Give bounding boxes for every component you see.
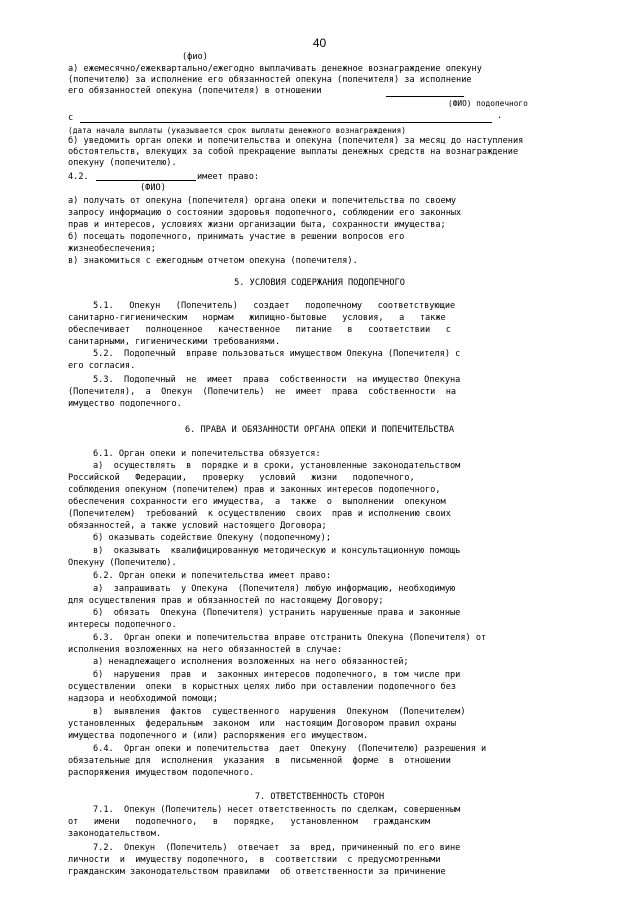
para-6-line22: в) выявления фактов существенного нарушения Опекуном (Попечителем): [93, 707, 466, 717]
para-51-line4: санитарными, гигиеническими требованиями.: [68, 337, 281, 347]
para-52-line2: его согласия.: [68, 361, 136, 371]
rights-line1: а) получать от опекуна (попечителя) органа опеки и попечительства по своему: [68, 196, 457, 206]
ward-fio-caption: (ФИО) подопечного: [448, 99, 528, 108]
clause-42-blank: [96, 180, 196, 181]
clause-42-number: 4.2.: [68, 172, 89, 182]
para-7-line6: гражданским законодательством правилами об ответственности за причинение: [68, 867, 446, 877]
date-note: (дата начала выплаты (указывается срок выплаты денежного вознаграждения): [68, 126, 406, 135]
para-6-line3: Российской Федерации, проверку условий жизни подопечного,: [68, 473, 415, 483]
para-53-line2: (Попечителя), а Опекун (Попечитель) не имеет права собственности на: [68, 387, 457, 397]
para-4b-line1: б) уведомить орган опеки и попечительства и опекуна (попечителя) за месяц до наступления: [68, 136, 524, 146]
para-6-line21: надзора и необходимой помощи;: [68, 694, 219, 704]
para-7-line3: законодательством.: [68, 829, 162, 839]
para-7-line4: 7.2. Опекун (Попечитель) отвечает за вред, причиненный по его вине: [93, 843, 461, 853]
para-4a-line2: (попечителю) за исполнение его обязанностей опекуна (попечителя) за исполнение: [68, 75, 472, 85]
para-53-line3: имущество подопечного.: [68, 399, 182, 409]
clause-42-text: имеет право:: [197, 172, 260, 182]
para-6-line14: б) обязать Опекуна (Попечителя) устранить нарушенные права и законные: [93, 608, 461, 618]
section-6-heading: 6. ПРАВА И ОБЯЗАННОСТИ ОРГАНА ОПЕКИ И ПОПЕЧИТЕЛЬСТВА: [184, 425, 455, 435]
para-6-line2: а) осуществлять в порядке и в сроки, установленные законодательством: [93, 461, 461, 471]
para-6-line10: Опекуну (Попечителю).: [68, 558, 177, 568]
para-6-line16: 6.3. Орган опеки и попечительства вправе отстранить Опекуна (Попечителя) от: [93, 633, 487, 643]
para-6-line6: (Попечителем) требований к осуществлению своих прав и исполнению своих: [68, 509, 451, 519]
para-51-line3: обеспечивает полноценное качественное питание в соответствии с: [68, 325, 451, 335]
rights-line3: прав и интересов, условиях жизни организации быта, сохранности имущества;: [68, 220, 446, 230]
rights-line2: запросу информацию о состоянии здоровья подопечного, соблюдении его законных: [68, 208, 462, 218]
para-6-line15: интересы подопечного.: [68, 620, 177, 630]
para-4b-line3: опекуну (попечителю).: [68, 158, 177, 168]
para-6-line8: б) оказывать содействие Опекуну (подопечному);: [93, 533, 331, 543]
para-6-line9: в) оказывать квалифицированную методическую и консультационную помощь: [93, 546, 461, 556]
para-4a-line1: а) ежемесячно/ежеквартально/ежегодно выплачивать денежное вознаграждение опекуну: [68, 64, 482, 74]
date-blank: [80, 122, 492, 123]
para-7-line2: от имени подопечного, в порядке, установленном гражданским: [68, 817, 431, 827]
para-6-line25: 6.4. Орган опеки и попечительства дает Опекуну (Попечителю) разрешения и: [93, 744, 487, 754]
ward-name-blank: [386, 96, 464, 97]
para-51-line2: санитарно-гигиеническим нормам жилищно-бытовые условия, а также: [68, 313, 446, 323]
para-4b-line2: обстоятельств, влекущих за собой прекращение выплаты денежных средств на вознаграждение: [68, 147, 519, 157]
date-prefix: с: [68, 113, 74, 123]
para-4a-line3: его обязанностей опекуна (попечителя) в отношении: [68, 86, 322, 96]
para-6-line27: распоряжения имуществом подопечного.: [68, 768, 255, 778]
rights-line5: жизнеобеспечения;: [68, 244, 156, 254]
rights-line6: в) знакомиться с ежегодным отчетом опекуна (попечителя).: [68, 256, 358, 266]
para-52-line1: 5.2. Подопечный вправе пользоваться имуществом Опекуна (Попечителя) с: [93, 349, 461, 359]
date-end: .: [497, 111, 503, 121]
para-6-line20: осуществлении опеки в корыстных целях либо при оставлении подопечного без: [68, 682, 457, 692]
para-51-line1: 5.1. Опекун (Попечитель) создает подопечному соответствующие: [93, 301, 456, 311]
para-6-line17: исполнения возложенных на него обязанностей в случае:: [68, 645, 343, 655]
para-6-line23: установленных федеральным законом или настоящим Договором правил охраны: [68, 719, 457, 729]
para-7-line5: личности и имуществу подопечного, в соответствии с предусмотренными: [68, 855, 441, 865]
page-number: 40: [312, 36, 327, 50]
rights-line4: б) посещать подопечного, принимать участие в решении вопросов его: [68, 232, 405, 242]
para-6-line12: а) запрашивать у Опекуна (Попечителя) любую информацию, необходимую: [93, 584, 456, 594]
para-6-line11: 6.2. Орган опеки и попечительства имеет право:: [93, 571, 331, 581]
para-6-line24: имущества подопечного и (или) распоряжения его имуществом.: [68, 731, 369, 741]
para-6-line5: обеспечения сохранности его имущества, а также о выполнении опекуном: [68, 497, 446, 507]
para-53-line1: 5.3. Подопечный не имеет права собственности на имущество Опекуна: [93, 375, 461, 385]
para-7-line1: 7.1. Опекун (Попечитель) несет ответственность по сделкам, совершенным: [93, 805, 461, 815]
section-5-heading: 5. УСЛОВИЯ СОДЕРЖАНИЯ ПОДОПЕЧНОГО: [234, 278, 405, 288]
fio-caption: (фио): [182, 52, 208, 62]
fio-caption-2: (ФИО): [140, 183, 166, 193]
section-7-heading: 7. ОТВЕТСТВЕННОСТЬ СТОРОН: [254, 792, 385, 802]
para-6-line4: соблюдения опекуном (попечителем) прав и законных интересов подопечного,: [68, 485, 441, 495]
para-6-line7: обязанностей, а также условий настоящего Договора;: [68, 521, 327, 531]
para-6-line1: 6.1. Орган опеки и попечительства обязуется:: [93, 449, 321, 459]
para-6-line26: обязательные для исполнения указания в письменной форме в отношении: [68, 756, 451, 766]
para-6-line13: для осуществления прав и обязанностей по настоящему Договору;: [68, 596, 384, 606]
para-6-line18: а) ненадлежащего исполнения возложенных на него обязанностей;: [93, 657, 409, 667]
para-6-line19: б) нарушения прав и законных интересов подопечного, в том числе при: [93, 670, 461, 680]
